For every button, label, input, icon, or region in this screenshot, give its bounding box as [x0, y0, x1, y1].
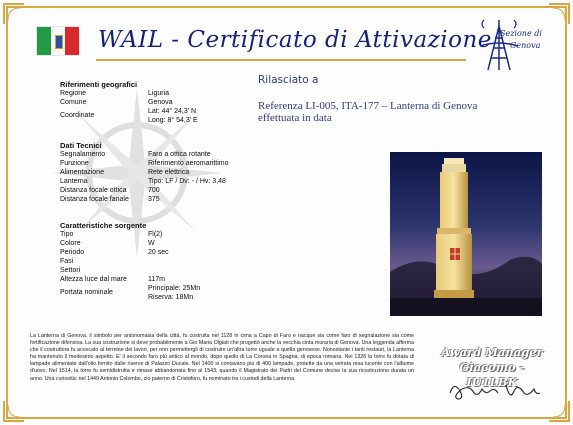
row-label: Comune [60, 99, 87, 106]
row-value: Riferimento aeromarittimo [148, 160, 229, 167]
row-label: Altezza luce dal mare [60, 276, 127, 283]
award-manager-title: Award Manager [441, 345, 543, 359]
row-value: W [148, 240, 155, 247]
row-label: Portata nominale [60, 289, 113, 296]
row-label: Tipo [60, 231, 74, 238]
lighthouse-photo [390, 152, 542, 316]
source-row [60, 230, 230, 239]
corner-ornament-icon [2, 399, 26, 423]
geo-row [60, 89, 230, 98]
source-row [60, 266, 230, 275]
row-value: 375 [148, 196, 160, 203]
row-value: Lat: 44° 24,3' N [148, 108, 197, 115]
logo-caption-line1: Sezione di [500, 29, 542, 38]
row-label: Periodo [60, 249, 85, 256]
source-row [60, 257, 230, 266]
award-manager-name: Giacomo - IU1LBK [459, 360, 525, 389]
row-label: Lanterna [60, 178, 88, 185]
row-label: Settori [60, 267, 81, 274]
geo-row [60, 98, 230, 107]
row-value: 700 [148, 187, 160, 194]
tech-row [60, 159, 230, 168]
row-label: Colore [60, 240, 81, 247]
corner-ornament-icon [2, 2, 26, 26]
source-row [60, 248, 230, 257]
row-label: Coordinate [60, 112, 95, 119]
geo-section [60, 80, 230, 125]
source-row [60, 275, 230, 284]
tech-heading: Dati Tecnici [60, 141, 102, 150]
tech-row [60, 168, 230, 177]
certificate-title: WAIL - Certificato di Attivazione [98, 27, 492, 53]
row-label: Funzione [60, 160, 89, 167]
corner-ornament-icon [547, 399, 571, 423]
issued-to-label: Rilasciato a [258, 74, 319, 86]
frame-right-border [565, 6, 567, 419]
logo-caption-line2: Genova [510, 41, 541, 50]
tech-row [60, 150, 230, 159]
geo-heading: Riferimenti geografici [60, 80, 138, 89]
frame-bottom-border [6, 417, 567, 419]
tech-row [60, 186, 230, 195]
history-text: La Lanterna di Genova, il simbolo per antonomasia della città, fu costruita nel 1128 in cima a Capo di Faro e nacque sia come faro di segnalazione sia come fortificazione difensiva. La sua costruzione si deve probabilmente a Gio Maria Olgiati che progettò anche la vecchia cinta muraria di Genova. Una leggenda afferma che il costruttore fu accecato al termine dei lavori, per non permettergli di costruire un'altra torre uguale a quella genovese. Nonostante i tanti restauri, la Lanterna ha mantenuto il medesimo aspetto. E' il secondo faro più antico al mondo, dopo quello di La Coruna in Spagna, di epoca romana. Nel 1326 la torre fu dotata di lampade alimentate dall'olio fornito dalle riserve di Palazzo Ducale. Nel 1400 si contavano più di 400 lampade, protette da una vetrata resa lucente con l'albume d'uovo. Nel 1514, la torre fu semidistrutta e rimase abbandonata fino al 1543, quando il Magistrato dei Padri del Comune decise la sua ricostruzione durata un anno. Una curiosità: nel 1449 Antonio Colombo, zio paterno di Cristoforo, fu nominato tra i custodi della Lanterna. [30, 333, 414, 382]
row-label: Fasi [60, 258, 74, 265]
tech-row [60, 195, 230, 204]
row-value: Liguria [148, 90, 170, 97]
frame-top-border [6, 6, 567, 8]
handwritten-signature-icon [444, 375, 544, 405]
activation-reference: Referenza LI-005, ITA-177 – Lanterna di Genova effettuata in data [258, 100, 478, 124]
geo-row [60, 107, 230, 125]
row-label: Regione [60, 90, 87, 97]
row-label: Distanza focale ottica [60, 187, 127, 194]
row-value: Rete elettrica [148, 169, 190, 176]
source-row [60, 284, 230, 302]
row-label: Alimentazione [60, 169, 104, 176]
row-value: Faro a ottica rotante [148, 151, 211, 158]
row-value: Genova [148, 99, 173, 106]
row-value: 20 sec [148, 249, 169, 256]
frame-left-border [6, 6, 8, 419]
row-value: Fl(2) [148, 231, 163, 238]
row-label: Distanza focale fanale [60, 196, 129, 203]
row-value: 117m [148, 276, 165, 283]
row-value: Tipo: LF / Dv: - / Hv: 3,48 [148, 178, 226, 185]
source-heading: Caratteristiche sorgente [60, 221, 147, 230]
logo-caption [500, 28, 542, 52]
corner-ornament-icon [547, 2, 571, 26]
source-section [60, 221, 230, 302]
title-underline [96, 59, 466, 61]
row-value-2: Riserva: 18Mn [148, 294, 194, 301]
tech-section [60, 141, 230, 204]
italian-navy-flag-icon [37, 27, 79, 55]
row-label: Segnalamento [60, 151, 106, 158]
row-value: Principale: 25Mn [148, 285, 201, 292]
row-value-2: Long: 8° 54,3' E [148, 117, 198, 124]
source-row [60, 239, 230, 248]
tech-row [60, 177, 230, 186]
